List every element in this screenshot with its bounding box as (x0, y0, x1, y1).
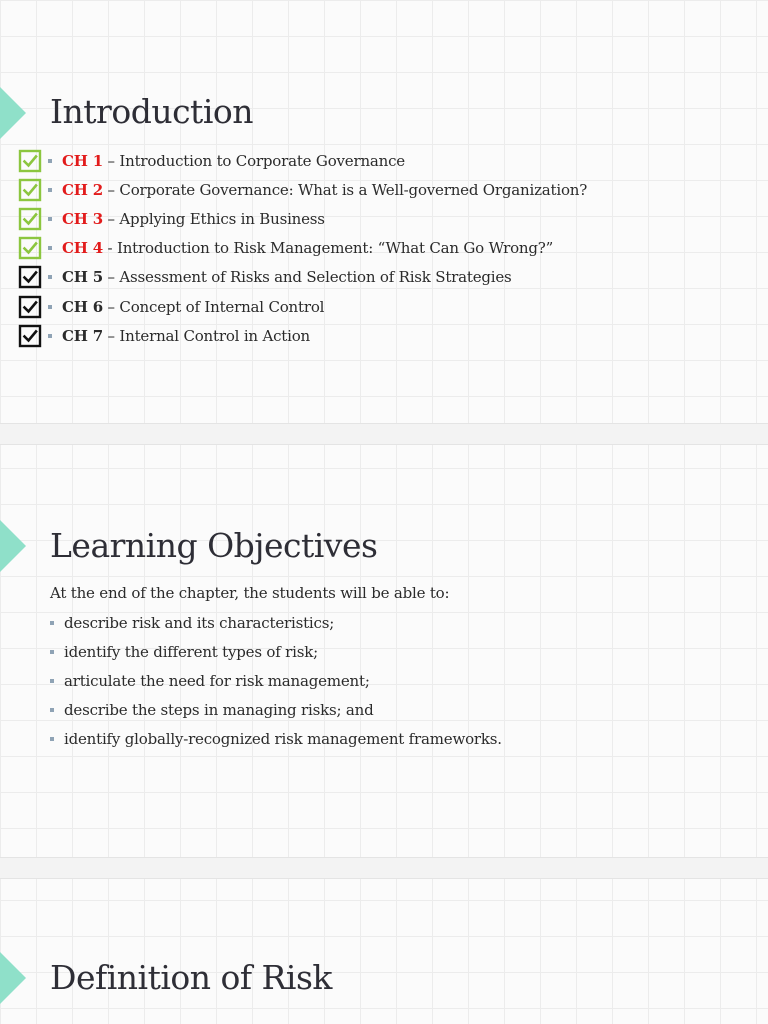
chapter-title: Applying Ethics in Business (119, 209, 325, 228)
chapter-title: Assessment of Risks and Selection of Risk Strategies (119, 268, 512, 287)
title-arrow-marker-icon (0, 952, 26, 1004)
chapter-title: Introduction to Corporate Governance (119, 151, 405, 170)
chapter-code: CH 6 (62, 297, 103, 316)
chapter-separator: – (102, 151, 120, 170)
chapter-title: Internal Control in Action (119, 326, 310, 345)
chapter-separator: – (102, 209, 120, 228)
chapter-code: CH 3 (62, 209, 103, 228)
chapter-code: CH 7 (62, 326, 103, 345)
chapter-title: Concept of Internal Control (119, 297, 325, 316)
chapter-separator: - (102, 239, 117, 258)
objective-text: identify globally-recognized risk management frameworks. (64, 730, 502, 749)
chapter-code: CH 5 (62, 268, 103, 287)
chapter-separator: – (102, 326, 120, 345)
chapter-separator: – (102, 297, 120, 316)
chapter-code: CH 1 (62, 151, 103, 170)
objective-text: articulate the need for risk management; (64, 671, 370, 690)
chapter-code: CH 2 (62, 180, 103, 199)
slide-title: Definition of Risk (50, 958, 332, 997)
chapter-title: Introduction to Risk Management: “What Can Go Wrong?” (117, 239, 554, 258)
chapter-separator: – (102, 180, 120, 199)
objective-text: describe the steps in managing risks; and (64, 701, 374, 720)
objective-text: identify the different types of risk; (64, 642, 318, 661)
chapter-separator: – (102, 268, 120, 287)
slide-title: Learning Objectives (50, 526, 378, 565)
slide-title: Introduction (50, 92, 253, 131)
chapter-title: Corporate Governance: What is a Well-governed Organization? (119, 180, 588, 199)
objectives-lead-text: At the end of the chapter, the students will be able to: (50, 584, 450, 602)
objective-text: describe risk and its characteristics; (64, 613, 335, 632)
chapter-code: CH 4 (62, 239, 103, 258)
